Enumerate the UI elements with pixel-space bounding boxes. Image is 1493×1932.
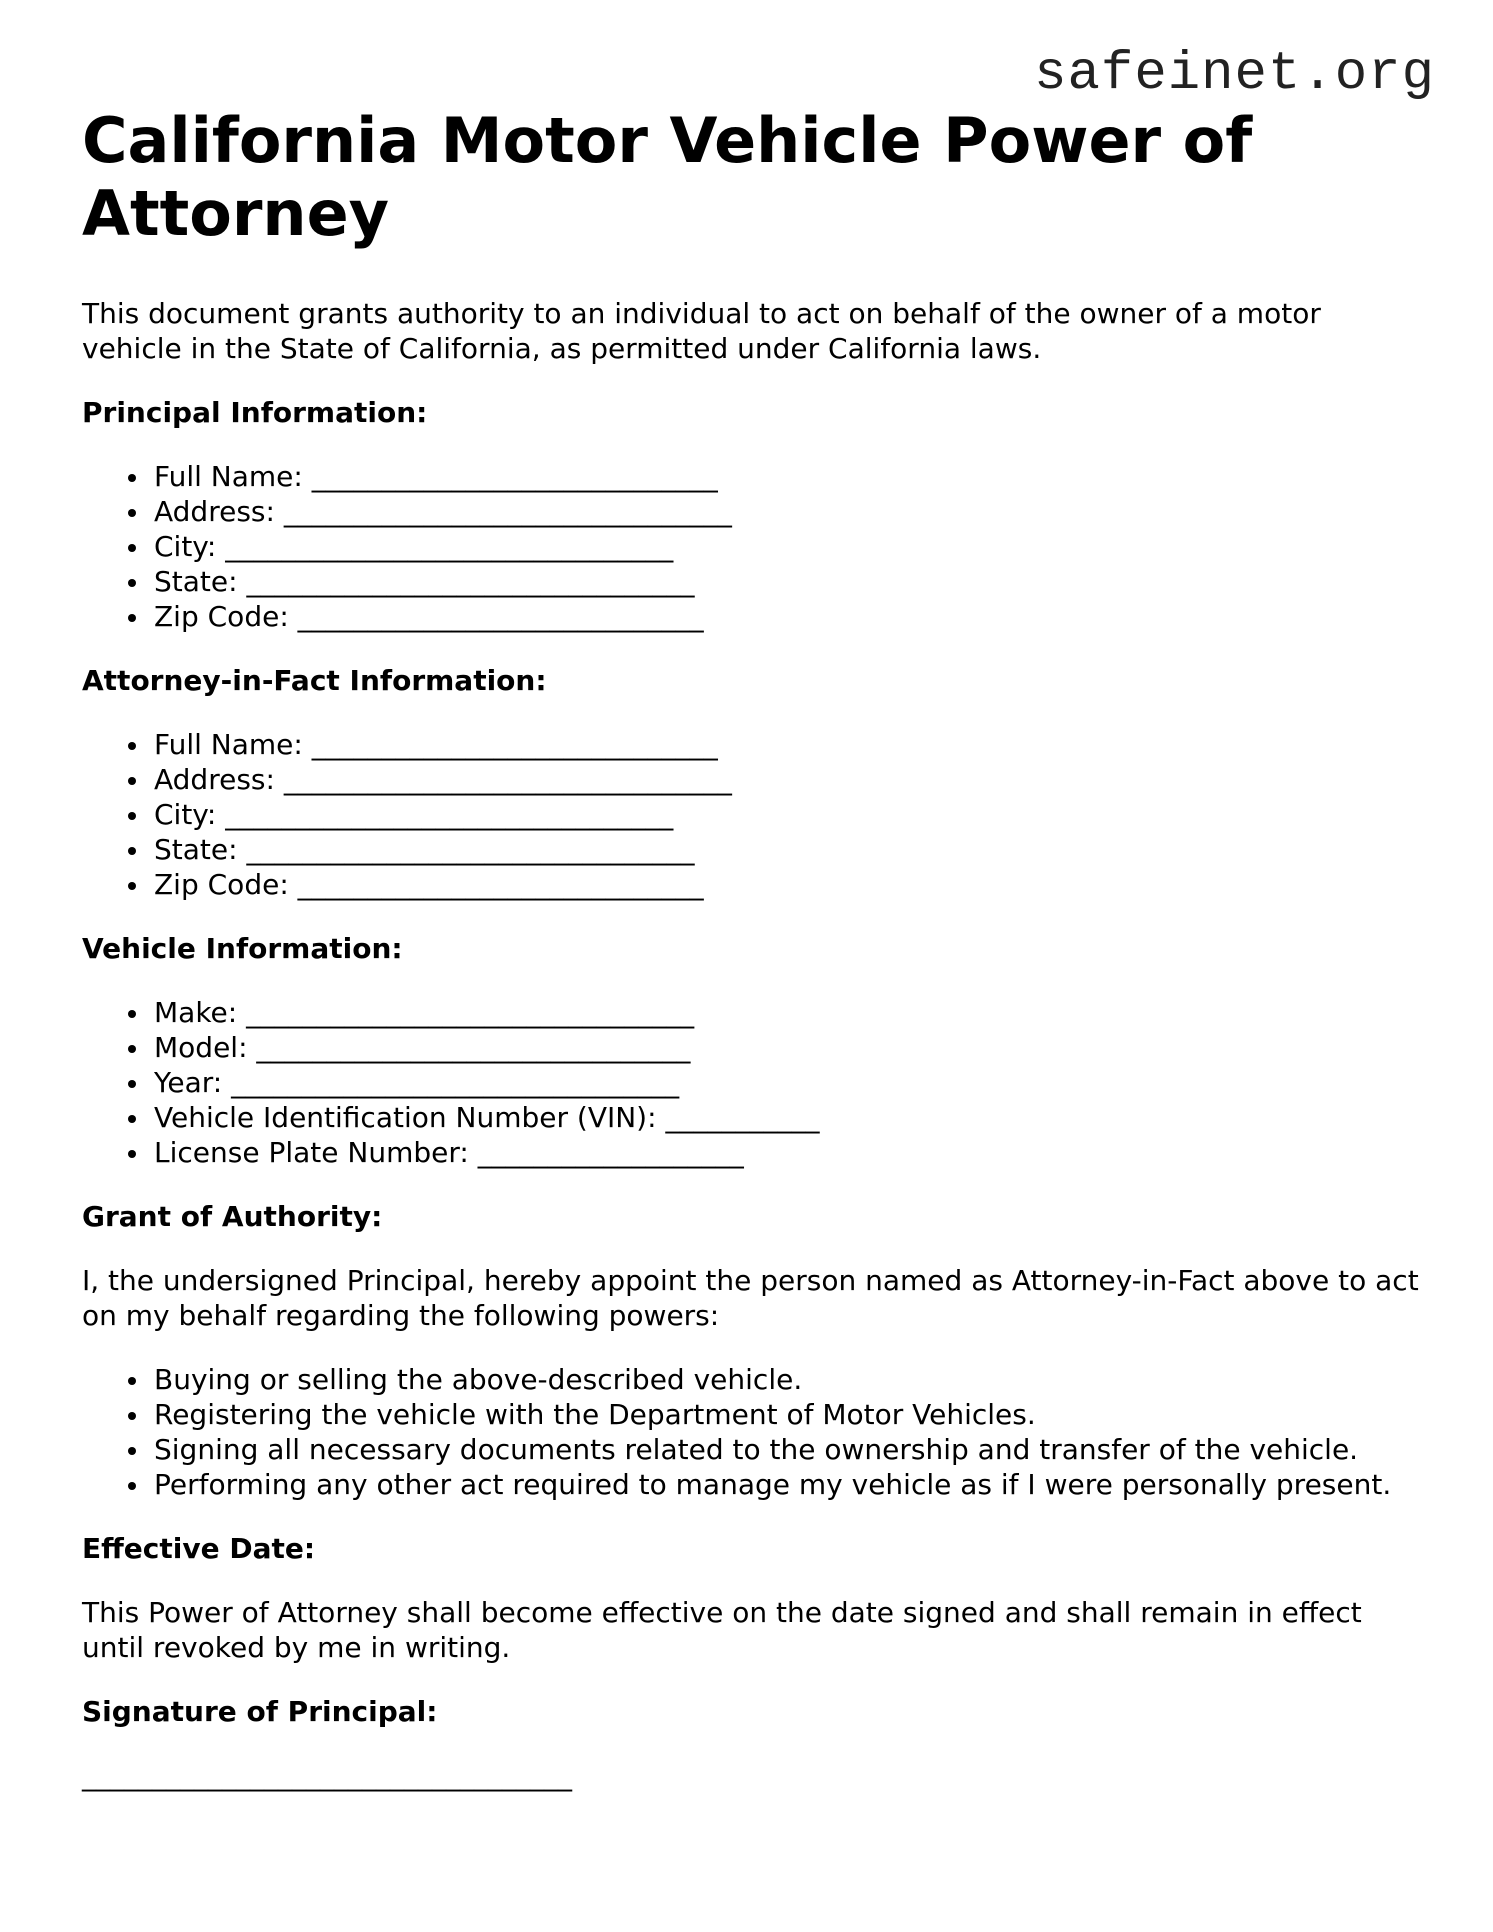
power-item: Buying or selling the above-described vehicle. [154, 1362, 1422, 1397]
power-item: Registering the vehicle with the Department of Motor Vehicles. [154, 1397, 1422, 1432]
field-blank[interactable]: ________________________________ [283, 763, 732, 796]
power-item: Signing all necessary documents related to the ownership and transfer of the vehicle. [154, 1432, 1422, 1467]
principal-heading: Principal Information: [82, 396, 428, 429]
attorney-address-field[interactable] [154, 762, 1422, 797]
power-item: Performing any other act required to manage my vehicle as if I were personally present. [154, 1467, 1422, 1502]
attorney-city-field[interactable] [154, 797, 1422, 832]
field-label: Vehicle Identification Number (VIN): [154, 1101, 666, 1134]
attorney-zip-code-field[interactable] [154, 867, 1422, 902]
vehicle-year-field[interactable] [154, 1065, 1422, 1100]
document-title: California Motor Vehicle Power of Attorney [82, 104, 1253, 250]
field-blank[interactable]: _____________________________ [297, 868, 704, 901]
field-label: Model: [154, 1031, 257, 1064]
vehicle-make-field[interactable] [154, 995, 1422, 1030]
vehicle-heading: Vehicle Information: [82, 932, 403, 965]
field-blank[interactable]: _____________________________ [311, 728, 718, 761]
field-blank[interactable]: ___________________ [477, 1136, 744, 1169]
effective-date-paragraph: This Power of Attorney shall become effective on the date signed and shall remain in effect until revoked by me in writing. [82, 1596, 1362, 1664]
field-blank[interactable]: _____________________________ [297, 600, 704, 633]
field-blank[interactable]: ________________________________ [246, 833, 695, 866]
field-blank[interactable]: ________________________________ [246, 996, 695, 1029]
field-label: State: [154, 565, 247, 598]
field-blank[interactable]: _____________________________ [311, 460, 718, 493]
principal-zip-code-field[interactable] [154, 599, 1422, 634]
vehicle-model-field[interactable] [154, 1030, 1422, 1065]
field-blank[interactable]: ________________________________ [283, 495, 732, 528]
powers-list [82, 1362, 1422, 1502]
field-blank[interactable]: ________________________________ [225, 530, 674, 563]
principal-address-field[interactable] [154, 494, 1422, 529]
field-label: City: [154, 530, 226, 563]
document-page [82, 104, 1422, 1793]
field-blank[interactable]: ___________ [665, 1101, 820, 1134]
principal-state-field[interactable] [154, 564, 1422, 599]
grant-paragraph: I, the undersigned Principal, hereby appoint the person named as Attorney-in-Fact above to act on my behalf regarding the following powers: [82, 1264, 1419, 1332]
principal-full-name-field[interactable] [154, 459, 1422, 494]
watermark: safeinet.org [1034, 44, 1435, 105]
principal-city-field[interactable] [154, 529, 1422, 564]
vehicle-license-plate-field[interactable] [154, 1135, 1422, 1170]
grant-heading: Grant of Authority: [82, 1200, 383, 1233]
field-label: Make: [154, 996, 247, 1029]
field-label: Full Name: [154, 460, 312, 493]
principal-fields-list [82, 459, 1422, 634]
vehicle-fields-list [82, 995, 1422, 1170]
field-blank[interactable]: _______________________________ [256, 1031, 691, 1064]
field-label: License Plate Number: [154, 1136, 478, 1169]
field-label: Full Name: [154, 728, 312, 761]
attorney-state-field[interactable] [154, 832, 1422, 867]
field-label: State: [154, 833, 247, 866]
vehicle-vin-field[interactable] [154, 1100, 1422, 1135]
field-blank[interactable]: ________________________________ [246, 565, 695, 598]
field-label: City: [154, 798, 226, 831]
field-label: Address: [154, 495, 284, 528]
field-label: Zip Code: [154, 600, 298, 633]
attorney-fields-list [82, 727, 1422, 902]
attorney-full-name-field[interactable] [154, 727, 1422, 762]
attorney-heading: Attorney-in-Fact Information: [82, 664, 547, 697]
field-blank[interactable]: ________________________________ [225, 798, 674, 831]
effective-date-heading: Effective Date: [82, 1532, 316, 1565]
signature-heading: Signature of Principal: [82, 1695, 438, 1728]
field-label: Address: [154, 763, 284, 796]
field-label: Year: [154, 1066, 232, 1099]
signature-line[interactable]: ___________________________________ [82, 1759, 572, 1792]
field-label: Zip Code: [154, 868, 298, 901]
intro-paragraph: This document grants authority to an individual to act on behalf of the owner of a motor vehicle in the State of California, as permitted under California laws. [82, 297, 1321, 365]
field-blank[interactable]: ________________________________ [231, 1066, 680, 1099]
